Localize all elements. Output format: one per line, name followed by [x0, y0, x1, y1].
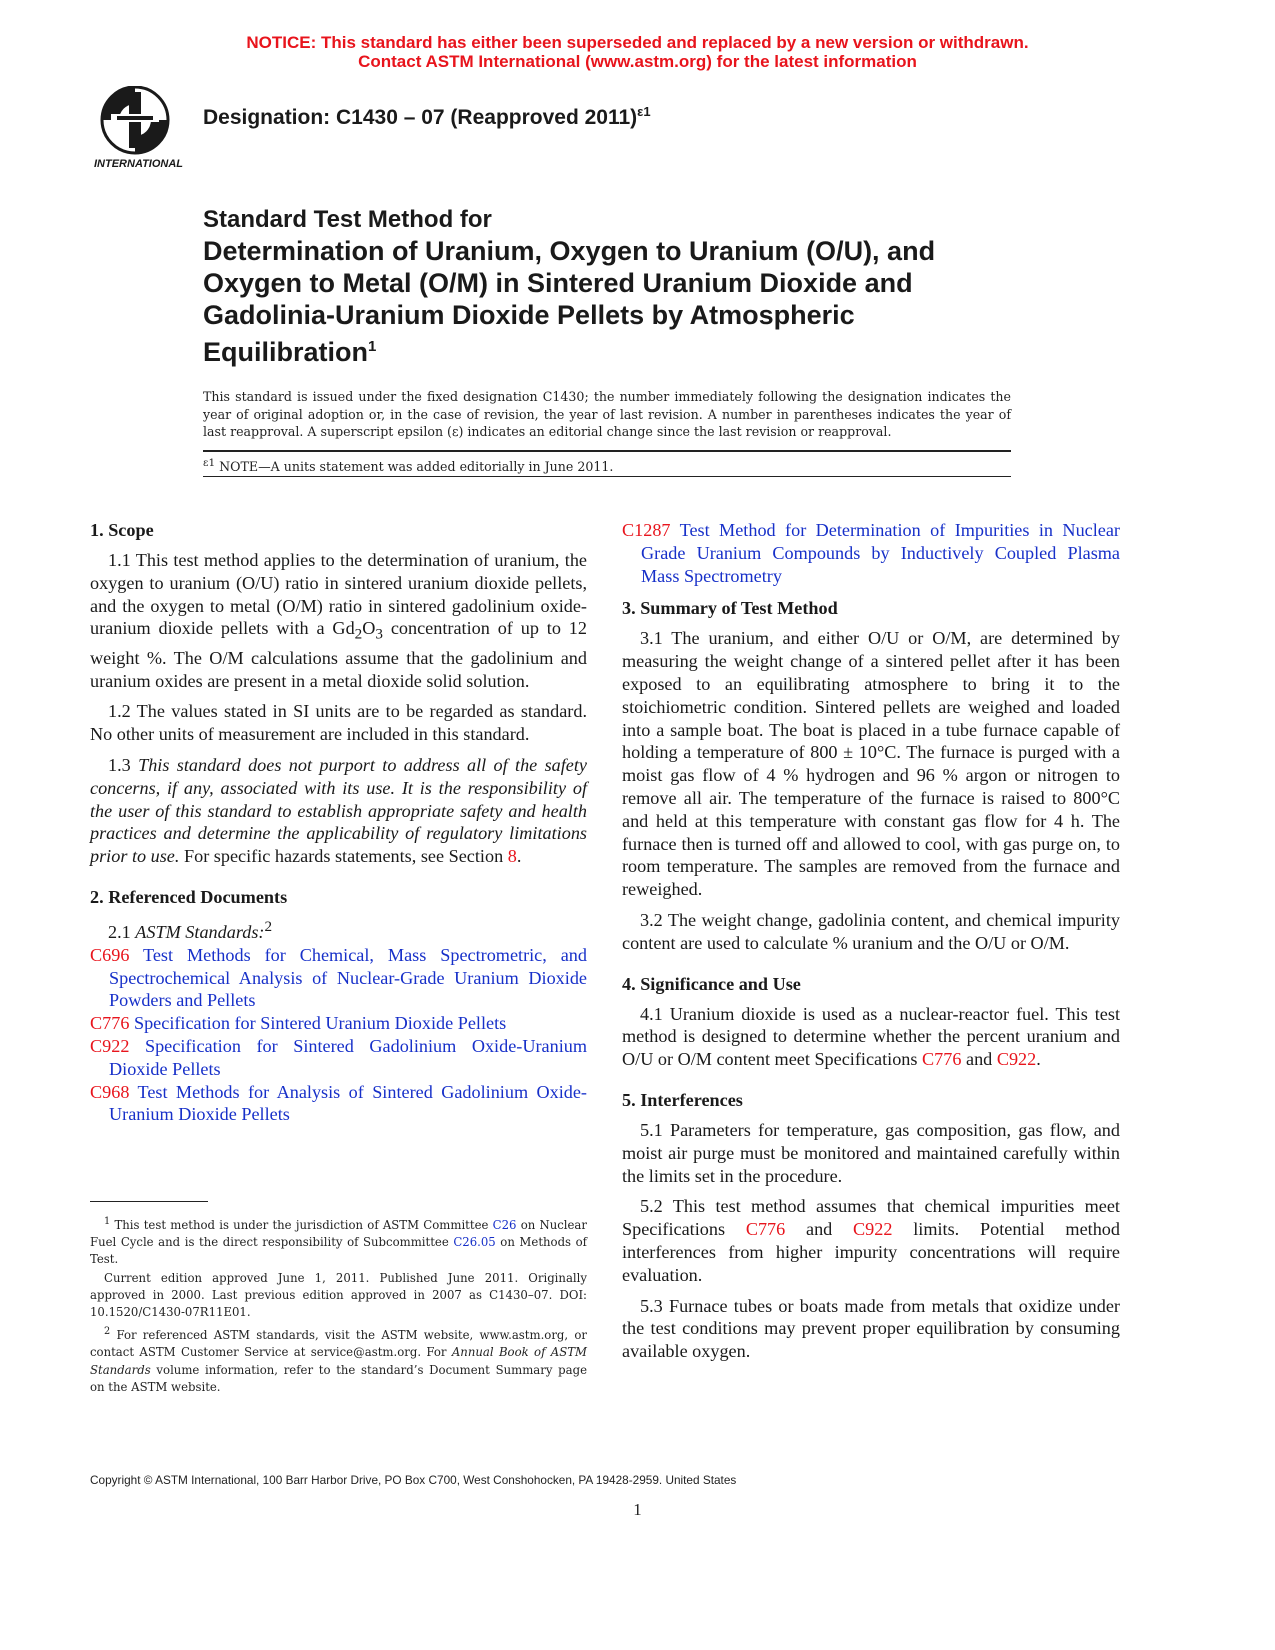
- title-line-5-text: Equilibration: [203, 337, 368, 367]
- scope-paragraph-1-2: 1.2 The values stated in SI units are to be regarded as standard. No other units of measurement are included in this standard.: [90, 701, 587, 745]
- footnote-2-mark: 2: [264, 918, 273, 935]
- annual-book-title: Annual Book of ASTM Standards: [90, 1345, 587, 1377]
- footnote-1-text-c: on Methods of Test.: [90, 1234, 587, 1267]
- ref-c776[interactable]: [90, 1012, 587, 1035]
- document-title: [203, 205, 1033, 368]
- significance-end: .: [1036, 1049, 1041, 1070]
- subscript-2: 2: [354, 626, 363, 644]
- significance-paragraph-4-1: [622, 1003, 1120, 1071]
- title-line-5: [203, 331, 1033, 368]
- title-footnote-mark: 1: [368, 338, 377, 355]
- section-summary-heading: 3. Summary of Test Method: [622, 598, 838, 619]
- left-column: [90, 519, 587, 1126]
- astm-standards-label: ASTM Standards:: [135, 922, 265, 943]
- title-line-3: Oxygen to Metal (O/M) in Sintered Uranium Dioxide and: [203, 268, 913, 298]
- ref-title[interactable]: Specification for Sintered Gadolinium Oxide-Uranium Dioxide Pellets: [109, 1036, 587, 1079]
- c776-link[interactable]: C776: [745, 1219, 786, 1240]
- section-scope-heading: 1. Scope: [90, 520, 154, 540]
- refdocs-2-1-number: 2.1: [108, 922, 136, 943]
- footnote-divider: [90, 1201, 208, 1202]
- ref-code[interactable]: C968: [90, 1081, 130, 1102]
- summary-paragraph-3-1: 3.1 The uranium, and either O/U or O/M, are determined by measuring the weight change of a sintered pellet after it has been exposed to an equilibrating atmosphere to bring it to the stoichiometric condition. Sintered pellets are weighed and loaded into a sample boat. The boat is placed in a tube furnace capable of holding a temperature of 800 ± 10°C. The furnace is purged with a moist gas flow of 4 % hydrogen and 96 % argon or nitrogen to remove all air. The temperature of the furnace is raised to 800°C and held at this temperature with constant gas flow for 4 h. The furnace then is turned off and allowed to cool, with gas purge on, to room temperature. The samples are removed from the furnace and reweighed.: [622, 628, 1120, 900]
- interferences-paragraph-5-1: 5.1 Parameters for temperature, gas composition, gas flow, and moist air purge must be monitored and maintained carefully within the limits set in the procedure.: [622, 1119, 1120, 1186]
- ref-c922[interactable]: [90, 1035, 587, 1081]
- section-refdocs-heading: 2. Referenced Documents: [90, 887, 288, 907]
- logo-text: INTERNATIONAL: [94, 158, 184, 170]
- astm-standards-subheading: [90, 916, 587, 944]
- scope-1-3-end: .: [516, 846, 522, 867]
- scope-1-3-tail: For specific hazards statements, see Section: [179, 846, 508, 867]
- notice-line-1: NOTICE: This standard has either been superseded and replaced by a new version or withdrawn.: [246, 33, 1029, 52]
- subscript-3: 3: [375, 626, 383, 644]
- c922-link[interactable]: C922: [996, 1049, 1037, 1070]
- interferences-paragraph-5-2: [622, 1195, 1120, 1286]
- subcommittee-c26-05-link[interactable]: C26.05: [453, 1234, 496, 1249]
- epsilon-note: [203, 457, 613, 474]
- epsilon-note-mark: ε1: [203, 457, 216, 469]
- section-8-link[interactable]: 8: [507, 846, 517, 867]
- designation: [203, 104, 651, 130]
- footnote-2: [90, 1323, 587, 1395]
- section-interferences-heading: 5. Interferences: [622, 1089, 743, 1110]
- scope-1-3-number: 1.3: [108, 755, 139, 776]
- ref-title[interactable]: Test Methods for Analysis of Sintered Gadolinium Oxide-Uranium Dioxide Pellets: [109, 1081, 587, 1125]
- title-line-2: Determination of Uranium, Oxygen to Uranium (O/U), and: [203, 236, 936, 266]
- title-line-1: Standard Test Method for: [203, 206, 492, 233]
- c776-link[interactable]: C776: [922, 1049, 962, 1070]
- ref-title[interactable]: Test Methods for Chemical, Mass Spectrometric, and Spectrochemical Analysis of Nuclear-Grade Uranium Dioxide Powders and Pellets: [109, 944, 587, 1011]
- interferences-5-2-text-b: limits. Potential method interferences from higher impurity concentrations will require evaluation.: [622, 1219, 1120, 1285]
- title-line-4: Gadolinia-Uranium Dioxide Pellets by Atmospheric: [203, 300, 855, 330]
- section-significance-heading: 4. Significance and Use: [622, 973, 801, 994]
- designation-text: Designation: C1430 – 07 (Reapproved 2011): [203, 106, 638, 129]
- right-column: [622, 519, 1120, 1371]
- header-divider-top: [203, 450, 1011, 452]
- footnote-1-text-a: This test method is under the jurisdiction of ASTM Committee: [110, 1217, 493, 1232]
- footnote-1-mark: 1: [104, 1216, 111, 1227]
- ref-title[interactable]: Specification for Sintered Uranium Dioxide Pellets: [129, 1013, 507, 1034]
- footnote-1-text-b: on Nuclear Fuel Cycle and is the direct responsibility of Subcommittee: [90, 1217, 587, 1249]
- scope-1-1-text-b: concentration of up to 12 weight %. The O/M calculations assume that the gadolinium and uranium oxides are present in a metal dioxide solid solution.: [90, 618, 587, 691]
- committee-c26-link[interactable]: C26: [492, 1217, 517, 1232]
- interferences-5-2-text-a: 5.2 This test method assumes that chemical impurities meet Specifications: [622, 1196, 1120, 1240]
- page-number: 1: [633, 1500, 642, 1519]
- footnote-1-edition: Current edition approved June 1, 2011. Published June 2011. Originally approved in 2000. Last previous edition approved in 2007 as C1430–07. DOI: 10.1520/C1430-07R11E01.: [90, 1271, 587, 1320]
- copyright-footer: Copyright © ASTM International, 100 Barr Harbor Drive, PO Box C700, West Conshohocken, PA 19428-2959. United States: [90, 1473, 737, 1487]
- notice-line-2: Contact ASTM International (www.astm.org) for the latest information: [358, 52, 917, 71]
- ref-title[interactable]: Test Method for Determination of Impurities in Nuclear Grade Uranium Compounds by Inductively Coupled Plasma Mass Spectrometry: [641, 520, 1120, 586]
- designation-epsilon: ε1: [637, 104, 651, 119]
- footnotes: [90, 1213, 587, 1398]
- ref-code[interactable]: C922: [90, 1036, 130, 1057]
- summary-paragraph-3-2: 3.2 The weight change, gadolinia content, and chemical impurity content are used to calculate % uranium and the O/U or O/M.: [622, 909, 1120, 953]
- scope-1-1-text-a: 1.1 This test method applies to the determination of uranium, the oxygen to uranium (O/U) ratio in sintered uranium dioxide pellets, and the oxygen to metal (O/M) ratio in sintered gadolinium oxide-uranium dioxide pellets with a Gd: [90, 550, 587, 639]
- scope-1-1-oxygen: O: [362, 618, 376, 639]
- footnote-2-text-b: volume information, refer to the standard’s Document Summary page on the ASTM website.: [90, 1362, 587, 1394]
- safety-statement: This standard does not purport to address all of the safety concerns, if any, associated with its use. It is the responsibility of the user of this standard to establish appropriate safety and health practices and determine the applicability of regulatory limitations prior to use.: [90, 755, 587, 867]
- ref-c968[interactable]: [90, 1081, 587, 1127]
- ref-code[interactable]: C776: [90, 1013, 130, 1034]
- footnote-1: [90, 1213, 587, 1268]
- ref-code[interactable]: C1287: [622, 520, 671, 540]
- epsilon-note-text: NOTE—A units statement was added editorially in June 2011.: [219, 459, 614, 475]
- astm-logo-icon: [93, 86, 189, 172]
- significance-and: and: [961, 1049, 997, 1070]
- header-divider-bottom: [203, 476, 1011, 477]
- ref-c696[interactable]: [90, 944, 587, 1012]
- interferences-and: and: [785, 1219, 854, 1240]
- scope-paragraph-1-3: [90, 754, 587, 868]
- significance-text: 4.1 Uranium dioxide is used as a nuclear-reactor fuel. This test method is designed to determine whether the percent uranium and O/U or O/M content meet Specifications: [622, 1003, 1120, 1070]
- scope-paragraph-1-1: [90, 549, 587, 692]
- notice-banner: [0, 33, 1275, 71]
- interferences-paragraph-5-3: 5.3 Furnace tubes or boats made from metals that oxidize under the test conditions may prevent proper equilibration by consuming available oxygen.: [622, 1295, 1120, 1362]
- footnote-2-text-a: For referenced ASTM standards, visit the ASTM website, www.astm.org, or contact ASTM Customer Service at service@astm.org. For: [90, 1328, 587, 1360]
- footnote-2-mark: 2: [104, 1326, 111, 1338]
- ref-code[interactable]: C696: [90, 944, 130, 965]
- ref-c1287[interactable]: [622, 519, 1120, 587]
- c922-link[interactable]: C922: [853, 1219, 893, 1240]
- issuance-statement: This standard is issued under the fixed designation C1430; the number immediately following the designation indicates the year of original adoption or, in the case of revision, the year of last revision. A number in parentheses indicates the year of last reapproval. A superscript epsilon (ε) indicates an editorial change since the last revision or reapproval.: [203, 389, 1011, 439]
